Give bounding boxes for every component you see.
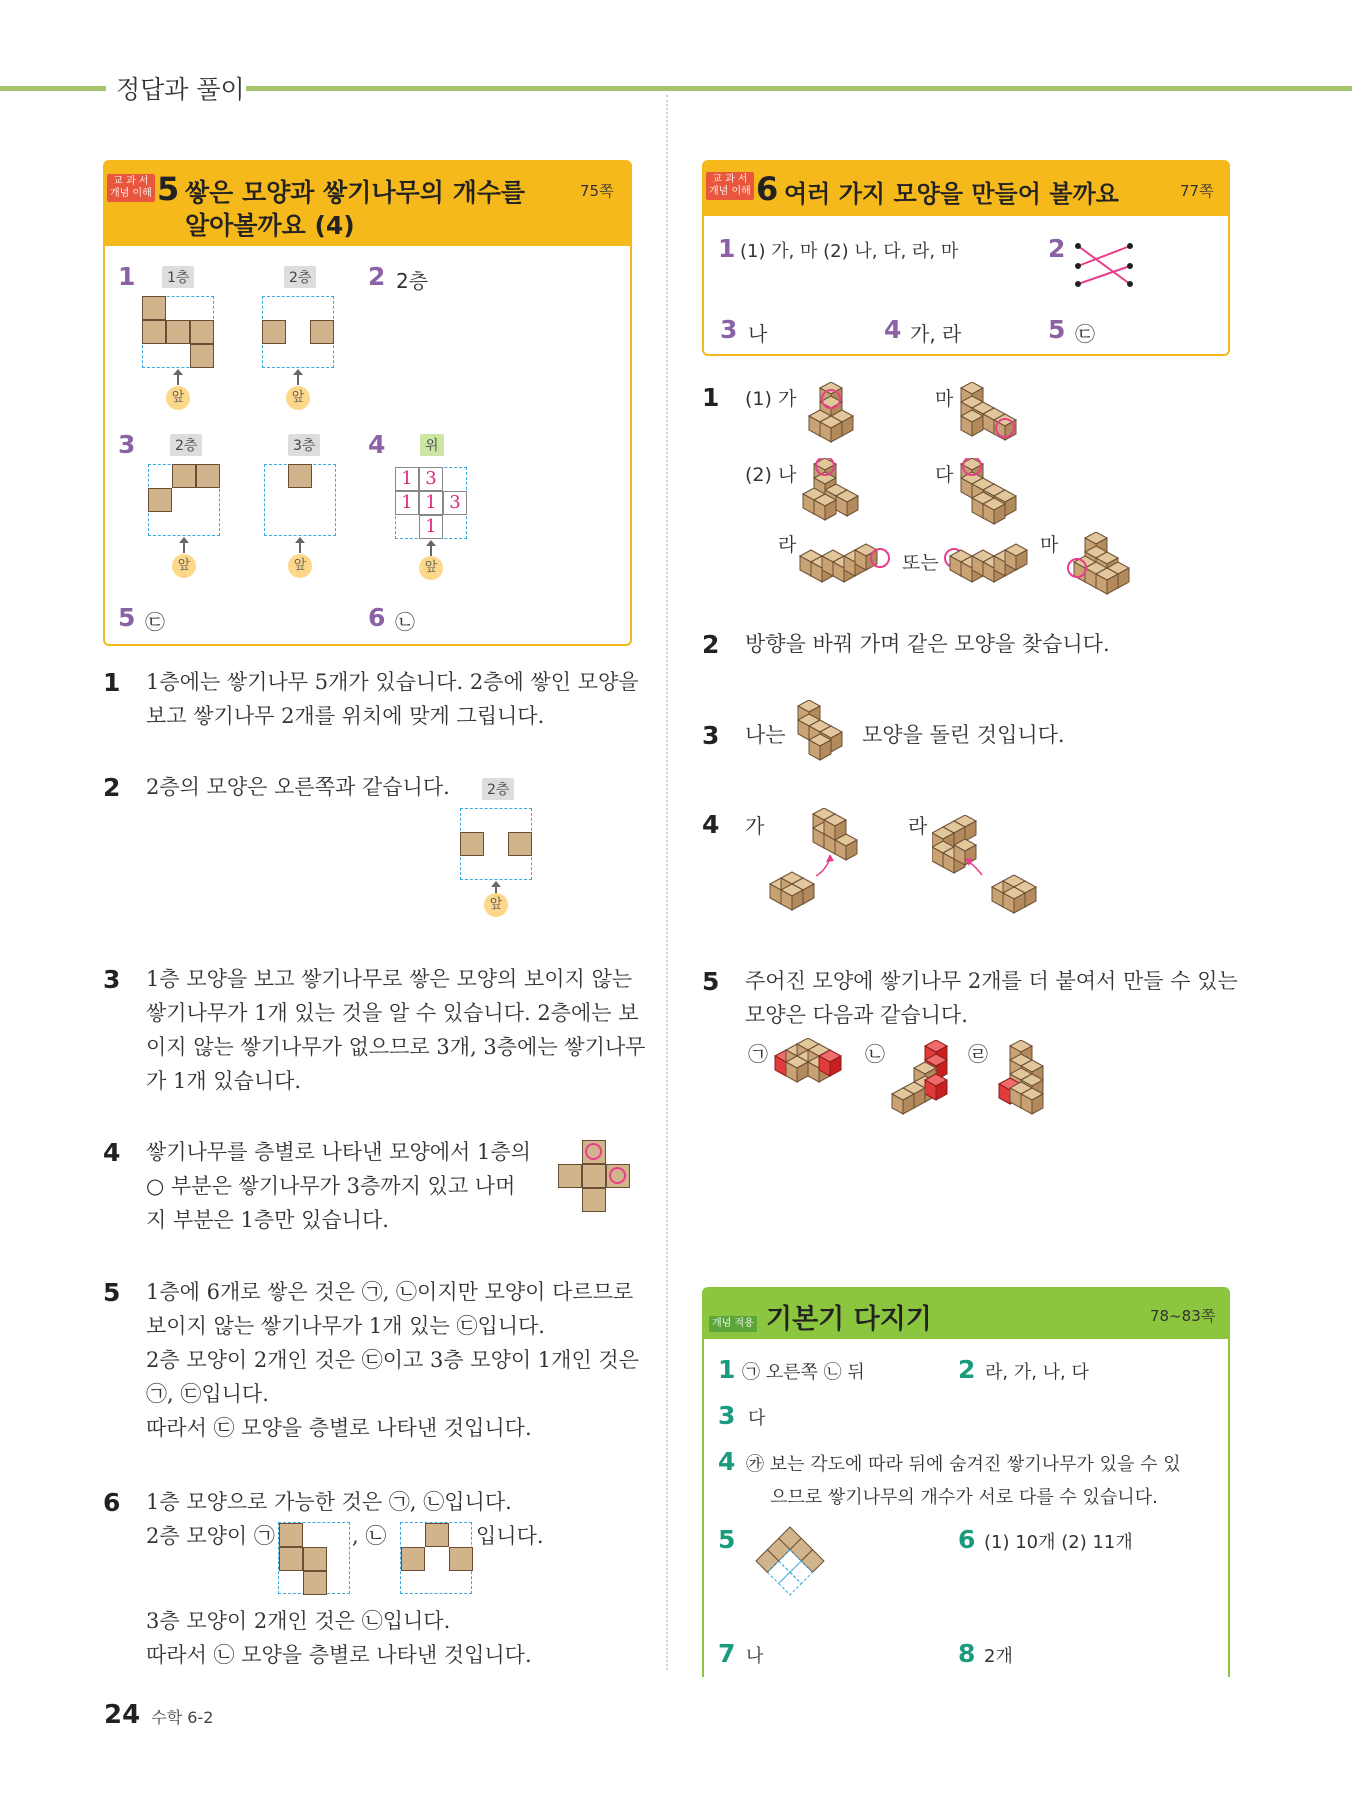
cube-cell xyxy=(262,320,286,344)
answer-number: 2 xyxy=(368,262,386,291)
answer-number: 1 xyxy=(718,234,736,263)
option-label: ㉠ xyxy=(748,1042,768,1066)
cube-cell xyxy=(303,1571,327,1595)
explanation-line: 보이지 않는 쌓기나무가 1개 있는 ㉢입니다. xyxy=(146,1314,545,1338)
figure-label: 또는 xyxy=(902,552,939,574)
cube-figure-3-ra xyxy=(798,538,893,593)
explanation-line: 방향을 바꿔 가며 같은 모양을 찾습니다. xyxy=(745,632,1110,656)
cube-cell xyxy=(288,464,312,488)
section-title: 여러 가지 모양을 만들어 볼까요 xyxy=(784,180,1119,208)
explanation-number: 2 xyxy=(103,773,121,802)
count-cell: 1 xyxy=(419,515,443,539)
header-rule-right xyxy=(246,86,1352,91)
answer-text: 2개 xyxy=(984,1646,1013,1667)
explanation-number: 1 xyxy=(702,383,720,412)
cube-cell xyxy=(508,832,532,856)
answer-text: 다 xyxy=(748,1408,766,1429)
cube-figure-3-alt xyxy=(940,538,1035,593)
top-label: 위 xyxy=(420,434,444,456)
count-cell: 1 xyxy=(395,467,419,491)
cube-cell xyxy=(190,320,214,344)
section-number: 6 xyxy=(756,170,779,208)
explanation-line: ○ 부분은 쌓기나무가 3층까지 있고 나머 xyxy=(146,1174,516,1198)
answer-number: 3 xyxy=(118,430,136,459)
cube-figure-3-ma xyxy=(1065,532,1135,600)
explanation-line: 따라서 ㉢ 모양을 층별로 나타낸 것입니다. xyxy=(146,1416,532,1440)
answer-text: 가, 라 xyxy=(910,322,962,346)
front-arrow xyxy=(297,374,299,385)
rotation-figure-ra xyxy=(932,815,1052,920)
page-ref: 77쪽 xyxy=(1180,182,1214,200)
explanation-line: 쌓기나무가 1개 있는 것을 알 수 있습니다. 2층에는 보 xyxy=(146,1001,639,1025)
answer-text: 으므로 쌓기나무의 개수가 서로 다를 수 있습니다. xyxy=(770,1487,1158,1508)
answer-number: 3 xyxy=(720,315,738,344)
cube-cell xyxy=(582,1164,606,1188)
concept-application-box xyxy=(702,1287,1230,1677)
cube-cell xyxy=(425,1523,449,1547)
book-title: 수학 6-2 xyxy=(151,1708,214,1727)
front-arrow xyxy=(299,542,301,553)
figure-label: (1) 가 xyxy=(745,388,797,410)
answer-text: 나 xyxy=(748,322,768,346)
figure-label: 다 xyxy=(935,464,954,486)
explanation-line: 나는 xyxy=(745,723,786,747)
explanation-number: 5 xyxy=(702,967,720,996)
answer-number: 5 xyxy=(718,1525,736,1554)
answer-text: 나 xyxy=(746,1646,764,1667)
page-ref: 78~83쪽 xyxy=(1150,1307,1216,1325)
floor-diagram-a xyxy=(278,1522,350,1594)
explanation-line: 2층 모양이 ㉠ xyxy=(146,1524,275,1548)
top-view-diagram xyxy=(745,1522,835,1612)
cube-figure-1-ma xyxy=(955,382,1035,454)
cube-cell xyxy=(310,320,334,344)
answer-number: 2 xyxy=(958,1355,976,1384)
floor-diagram xyxy=(558,1140,630,1212)
matching-diagram xyxy=(1070,238,1136,294)
answer-number: 4 xyxy=(718,1447,736,1476)
answer-text: ㉢ xyxy=(145,610,165,634)
explanation-line: 모양을 돌린 것입니다. xyxy=(862,723,1065,747)
explanation-line: 보고 쌓기나무 2개를 위치에 맞게 그립니다. xyxy=(146,704,545,728)
answer-number: 5 xyxy=(118,603,136,632)
floor-label: 2층 xyxy=(170,434,202,456)
figure-label: (2) 나 xyxy=(745,464,797,486)
option-label: ㉣ xyxy=(968,1042,988,1066)
front-label: 앞 xyxy=(484,893,508,917)
answer-text: (1) 가, 마 (2) 나, 다, 라, 마 xyxy=(740,241,959,262)
floor-label: 3층 xyxy=(288,434,320,456)
cube-cell xyxy=(449,1547,473,1571)
cube-cell xyxy=(142,320,166,344)
answer-text: (1) 10개 (2) 11개 xyxy=(984,1532,1133,1553)
explanation-line: 입니다. xyxy=(476,1524,544,1548)
section-title: 기본기 다지기 xyxy=(766,1304,932,1335)
column-divider xyxy=(666,95,668,1670)
cube-cell xyxy=(142,296,166,320)
explanation-line: 주어진 모양에 쌓기나무 2개를 더 붙여서 만들 수 있는 xyxy=(745,969,1238,993)
explanation-number: 4 xyxy=(103,1138,121,1167)
explanation-line: , ㉡ xyxy=(352,1524,387,1548)
answer-number: 1 xyxy=(718,1355,736,1384)
front-arrow xyxy=(430,545,432,556)
cube-cell xyxy=(172,464,196,488)
front-label: 앞 xyxy=(172,554,196,578)
section-title-line2: 알아볼까요 (4) xyxy=(185,211,355,240)
front-arrow xyxy=(183,542,185,553)
page-header-title: 정답과 풀이 xyxy=(116,75,245,104)
cube-cell xyxy=(279,1523,303,1547)
explanation-line: 따라서 ㉡ 모양을 층별로 나타낸 것입니다. xyxy=(146,1643,532,1667)
explanation-number: 2 xyxy=(702,630,720,659)
figure-label: 라 xyxy=(778,534,797,556)
option-label: ㉡ xyxy=(865,1042,885,1066)
cube-cell xyxy=(401,1547,425,1571)
answer-number: 4 xyxy=(884,315,902,344)
concept-tag: 교 과 서 개념 이해 xyxy=(107,174,155,202)
answer-number: 1 xyxy=(118,262,136,291)
option-figure-3 xyxy=(995,1040,1065,1120)
explanation-number: 3 xyxy=(702,721,720,750)
count-cell: 1 xyxy=(395,491,419,515)
cube-cell xyxy=(303,1547,327,1571)
floor-label: 2층 xyxy=(284,266,316,288)
header-rule-left xyxy=(0,86,106,91)
explanation-line: 지 부분은 1층만 있습니다. xyxy=(146,1208,389,1232)
page-ref: 75쪽 xyxy=(580,182,614,200)
explanation-line: 1층에는 쌓기나무 5개가 있습니다. 2층에 쌓인 모양을 xyxy=(146,670,639,694)
answer-number: 6 xyxy=(368,603,386,632)
explanation-line: ㉠, ㉢입니다. xyxy=(146,1382,269,1406)
count-cell: 1 xyxy=(419,491,443,515)
cube-cell xyxy=(558,1164,582,1188)
answer-number: 2 xyxy=(1048,234,1066,263)
cube-figure-1-ga xyxy=(800,382,880,452)
answer-number: 3 xyxy=(718,1401,736,1430)
explanation-number: 4 xyxy=(702,810,720,839)
answer-number: 5 xyxy=(1048,315,1066,344)
explanation-line: 2층 모양이 2개인 것은 ㉢이고 3층 모양이 1개인 것은 xyxy=(146,1348,639,1372)
explanation-line: 1층 모양으로 가능한 것은 ㉠, ㉡입니다. xyxy=(146,1490,512,1514)
cube-cell xyxy=(582,1188,606,1212)
section-number: 5 xyxy=(157,170,180,208)
front-arrow xyxy=(177,374,179,385)
option-figure-2 xyxy=(890,1040,960,1120)
floor-diagram-b xyxy=(400,1522,472,1594)
explanation-line: 모양은 다음과 같습니다. xyxy=(745,1003,968,1027)
front-label: 앞 xyxy=(286,386,310,410)
explanation-line: 가 1개 있습니다. xyxy=(146,1069,302,1093)
answer-text: ㉮ 보는 각도에 따라 뒤에 숨겨진 쌓기나무가 있을 수 있 xyxy=(746,1454,1181,1475)
cube-cell xyxy=(148,488,172,512)
explanation-number: 6 xyxy=(103,1488,121,1517)
cube-figure-rotated xyxy=(792,700,857,762)
circle-mark xyxy=(609,1167,626,1184)
figure-label: 마 xyxy=(935,388,954,410)
page-footer xyxy=(104,1700,213,1730)
explanation-number: 1 xyxy=(103,668,121,697)
explanation-line: 2층의 모양은 오른쪽과 같습니다. xyxy=(146,775,450,799)
front-label: 앞 xyxy=(288,554,312,578)
concept-tag: 교 과 서 개념 이해 xyxy=(706,172,754,200)
explanation-line: 이지 않는 쌓기나무가 없으므로 3개, 3층에는 쌓기나무 xyxy=(146,1035,646,1059)
floor-label: 1층 xyxy=(162,266,194,288)
front-label: 앞 xyxy=(419,556,443,580)
explanation-line: 쌓기나무를 층별로 나타낸 모양에서 1층의 xyxy=(146,1140,531,1164)
rotation-figure-ga xyxy=(768,808,883,918)
answer-number: 4 xyxy=(368,430,386,459)
explanation-number: 5 xyxy=(103,1278,121,1307)
page-number: 24 xyxy=(104,1700,141,1730)
explanation-number: 3 xyxy=(103,965,121,994)
explanation-line: 3층 모양이 2개인 것은 ㉡입니다. xyxy=(146,1609,451,1633)
cube-cell xyxy=(279,1547,303,1571)
answer-number: 7 xyxy=(718,1639,736,1668)
option-figure-1 xyxy=(773,1038,853,1093)
count-cell: 3 xyxy=(419,467,443,491)
cube-figure-2-na xyxy=(800,458,880,528)
floor-label: 2층 xyxy=(482,778,514,800)
figure-label: 가 xyxy=(745,814,765,838)
cube-cell xyxy=(460,832,484,856)
answer-number: 8 xyxy=(958,1639,976,1668)
answer-text: ㉡ xyxy=(395,610,415,634)
front-label: 앞 xyxy=(166,386,190,410)
answer-text: ㉢ xyxy=(1075,322,1095,346)
concept-tag: 개념 적용 xyxy=(709,1316,757,1332)
answer-number: 6 xyxy=(958,1525,976,1554)
figure-label: 라 xyxy=(908,814,928,838)
cube-figure-2-da xyxy=(955,458,1050,528)
answer-text: 라, 가, 나, 다 xyxy=(985,1362,1089,1383)
circle-mark xyxy=(585,1143,602,1160)
cube-cell xyxy=(196,464,220,488)
figure-label: 마 xyxy=(1040,534,1059,556)
answer-text: 2층 xyxy=(396,269,429,293)
cube-cell xyxy=(166,320,190,344)
section-title-line1: 쌓은 모양과 쌓기나무의 개수를 xyxy=(185,178,526,207)
explanation-line: 1층 모양을 보고 쌓기나무로 쌓은 모양의 보이지 않는 xyxy=(146,967,633,991)
cube-cell xyxy=(190,344,214,368)
count-cell: 3 xyxy=(443,491,467,515)
answer-text: ㉠ 오른쪽 ㉡ 뒤 xyxy=(742,1362,865,1383)
explanation-line: 1층에 6개로 쌓은 것은 ㉠, ㉡이지만 모양이 다르므로 xyxy=(146,1280,634,1304)
